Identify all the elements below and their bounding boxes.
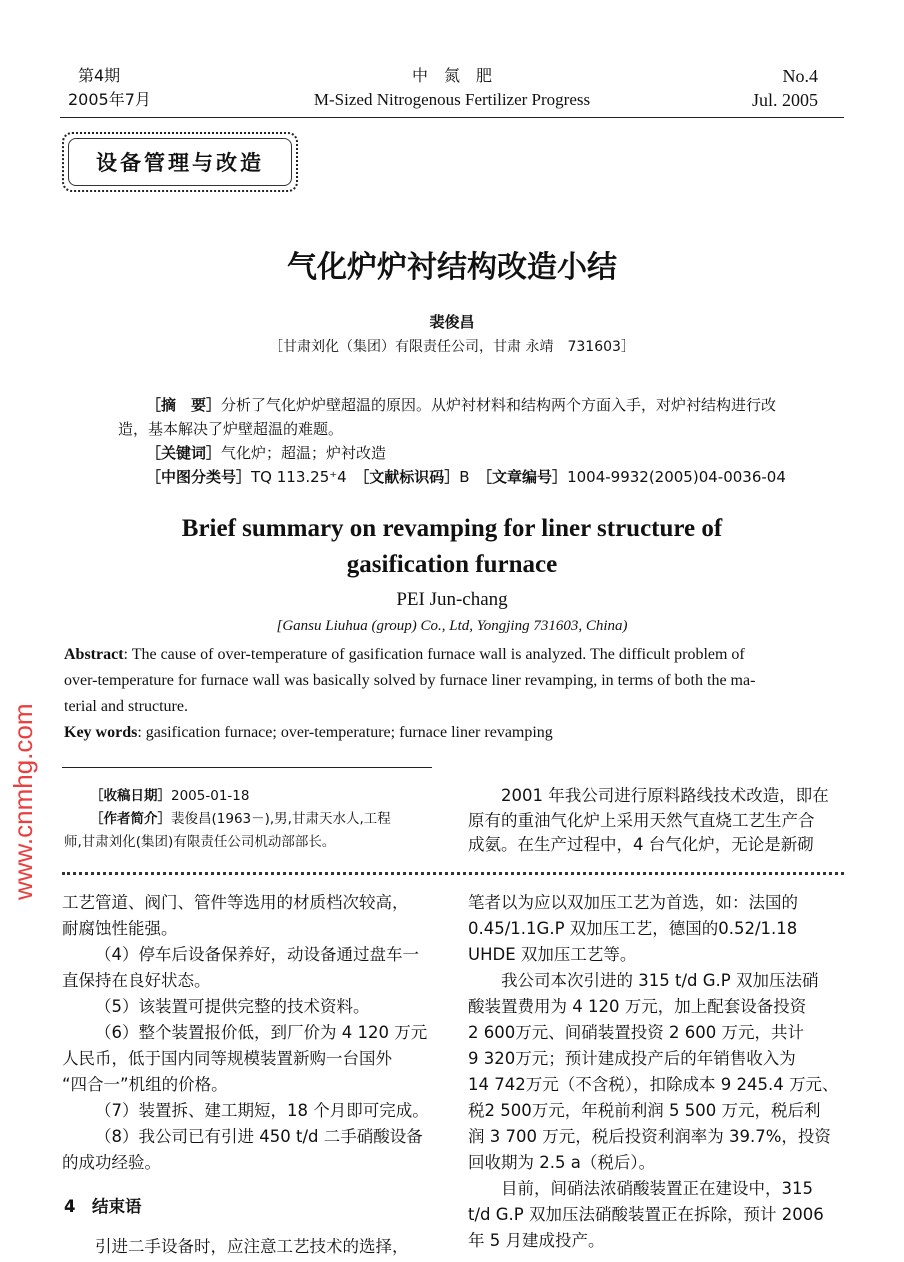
clc-label: ［中图分类号］ xyxy=(146,468,252,486)
paragraph-line: 笔者以为应以双加压工艺为首选，如：法国的 xyxy=(468,893,798,912)
issue-date-cn: 2005年7月 xyxy=(68,90,151,109)
issue-number-en: No.4 xyxy=(782,66,818,86)
affiliation-cn: ［甘肃刘化（集团）有限责任公司，甘肃 永靖 731603］ xyxy=(269,339,635,355)
abstract-en xyxy=(64,642,844,746)
paragraph-line: 9 320万元；预计建成投产后的年销售收入为 xyxy=(468,1049,796,1068)
paragraph-line: 直保持在良好状态。 xyxy=(62,971,211,990)
section-badge xyxy=(62,132,298,192)
keywords-cn: 气化炉；超温；炉衬改造 xyxy=(221,444,387,462)
doc-code-label: ［文献标识码］ xyxy=(361,468,460,486)
bio-label: ［作者简介］ xyxy=(90,811,171,827)
title-cn: 气化炉炉衬结构改造小结 xyxy=(287,250,617,285)
paragraph-line: 工艺管道、阀门、管件等选用的材质档次较高， xyxy=(62,893,409,912)
keywords-en: : gasification furnace; over-temperature; furnace liner revamping xyxy=(137,724,553,741)
paragraph-line: 的成功经验。 xyxy=(62,1153,161,1172)
abstract-cn-text: 分析了气化炉炉壁超温的原因。从炉衬材料和结构两个方面入手，对炉衬结构进行改 xyxy=(221,396,777,414)
paragraph-line: （6）整个装置报价低，到厂价为 4 120 万元 xyxy=(95,1023,428,1042)
keywords-en-label: Key words xyxy=(64,724,138,741)
paragraph-line: 税2 500万元，年税前利润 5 500 万元，税后利 xyxy=(468,1101,821,1120)
paragraph-line: （4）停车后设备保养好，动设备通过盘车一 xyxy=(95,945,419,964)
abstract-en-label: Abstract xyxy=(64,646,124,663)
paragraph-line: 2 600万元、间硝装置投资 2 600 万元，共计 xyxy=(468,1023,804,1042)
paragraph-line: “四合一”机组的价格。 xyxy=(62,1075,228,1094)
watermark: www.cnmhg.com xyxy=(8,703,38,900)
abstract-cn-text-2: 造，基本解决了炉壁超温的难题。 xyxy=(118,420,344,438)
abstract-cn xyxy=(118,393,786,489)
paragraph-line: （7）装置拆、建工期短，18 个月即可完成。 xyxy=(95,1101,429,1120)
paragraph-line: （8）我公司已有引进 450 t/d 二手硝酸设备 xyxy=(95,1127,423,1146)
paragraph-line: t/d G.P 双加压法硝酸装置正在拆除，预计 2006 xyxy=(468,1205,824,1224)
paragraph-line: 回收期为 2.5 a（税后）。 xyxy=(468,1153,656,1172)
bio-text-2: 师,甘肃刘化(集团)有限责任公司机动部部长。 xyxy=(64,834,336,850)
paragraph-line: 人民币，低于国内同等规模装置新购一台国外 xyxy=(62,1049,392,1068)
paragraph-line: UHDE 双加压工艺等。 xyxy=(468,945,637,964)
bio-text: 裴俊昌(1963－),男,甘肃天水人,工程 xyxy=(171,811,391,827)
article-number-label: ［文章编号］ xyxy=(484,468,568,486)
paragraph-line: 润 3 700 万元，税后投资利润率为 39.7%，投资 xyxy=(468,1127,831,1146)
footnote xyxy=(64,785,391,854)
keywords-cn-label: ［关键词］ xyxy=(146,444,222,462)
paragraph-line: （5）该装置可提供完整的技术资料。 xyxy=(95,997,370,1016)
paragraph-line: 0.45/1.1G.P 双加压工艺，德国的0.52/1.18 xyxy=(468,919,798,938)
abstract-cn-label: ［摘 要］ xyxy=(146,396,222,414)
article-number: 1004-9932(2005)04-0036-04 xyxy=(567,468,786,486)
abstract-en-text-2: over-temperature for furnace wall was basically solved by furnace liner revamping, in terms of both the ma- xyxy=(64,672,756,689)
author-cn: 裴俊昌 xyxy=(429,313,475,331)
page-break-rule xyxy=(62,872,844,875)
paragraph-line: 14 742万元（不含税），扣除成本 9 245.4 万元、 xyxy=(468,1075,839,1094)
received-label: ［收稿日期］ xyxy=(90,788,171,804)
affiliation-en: [Gansu Liuhua (group) Co., Ltd, Yongjing 731603, China) xyxy=(276,618,628,634)
section-4-heading: 4 结束语 xyxy=(64,1197,142,1216)
journal-title-cn: 中 氮 肥 xyxy=(411,66,493,85)
title-en-line2: gasification furnace xyxy=(346,551,558,578)
header-rule xyxy=(60,117,844,118)
paragraph-line: 酸装置费用为 4 120 万元，加上配套设备投资 xyxy=(468,997,807,1016)
journal-title-en: M-Sized Nitrogenous Fertilizer Progress xyxy=(313,90,591,109)
intro-line: 原有的重油气化炉上采用天然气直烧工艺生产合 xyxy=(468,810,815,830)
issue-number-cn: 第4期 xyxy=(78,66,121,85)
abstract-en-text-3: terial and structure. xyxy=(64,698,188,715)
author-en: PEI Jun-chang xyxy=(396,589,508,610)
paragraph-line: 耐腐蚀性能强。 xyxy=(62,919,178,938)
abstract-en-text: : The cause of over-temperature of gasification furnace wall is analyzed. The difficult problem of xyxy=(123,646,745,663)
left-column xyxy=(62,890,442,1176)
right-column xyxy=(468,890,842,1254)
paragraph-line: 年 5 月建成投产。 xyxy=(468,1231,605,1250)
issue-date-en: Jul. 2005 xyxy=(751,90,818,110)
doc-code: B xyxy=(459,468,470,486)
intro-line: 成氨。在生产过程中，4 台气化炉，无论是新砌 xyxy=(468,835,814,854)
intro-paragraph xyxy=(468,784,840,858)
clc-number: TQ 113.25⁺4 xyxy=(251,468,347,486)
paragraph-line: 我公司本次引进的 315 t/d G.P 双加压法硝 xyxy=(501,971,819,990)
footnote-rule xyxy=(62,767,432,768)
received-date: 2005-01-18 xyxy=(171,788,250,804)
section-4-text: 引进二手设备时，应注意工艺技术的选择， xyxy=(95,1237,409,1256)
title-en-line1: Brief summary on revamping for liner structure of xyxy=(181,515,723,542)
section-badge-label: 设备管理与改造 xyxy=(96,151,264,175)
paragraph-line: 目前，间硝法浓硝酸装置正在建设中，315 xyxy=(501,1179,813,1198)
intro-line: 2001 年我公司进行原料路线技术改造，即在 xyxy=(501,786,829,805)
